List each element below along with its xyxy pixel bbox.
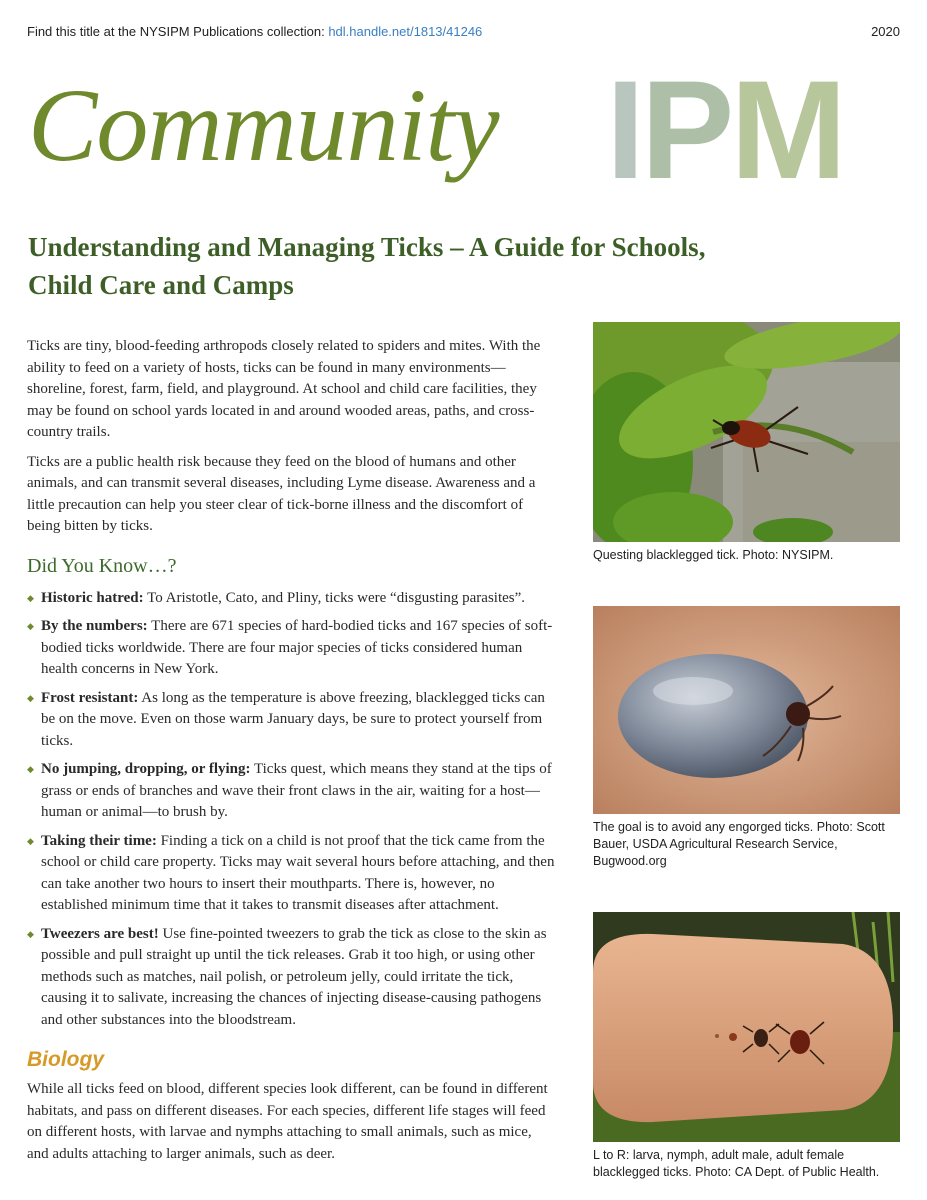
title-line-1: Understanding and Managing Ticks – A Guide for Schools, [28,232,706,262]
figure-questing-tick [593,322,900,564]
did-you-know-heading: Did You Know…? [27,554,177,577]
brand-ipm-i: I [606,51,641,208]
caption-engorged-tick: The goal is to avoid any engorged ticks. Photo: Scott Bauer, USDA Agricultural Research Service, Bugwood.org [593,820,885,868]
fact-text: Use fine-pointed tweezers to grab the tick as close to the skin as possible and pull straight up until the tick releases. Grab it too high, or using other methods such as matches, nail polish, or petroleum jelly, could irritate the tick, causing it to salivate, increasing the chances of injecting disease-causing pathogens and other substances into the bloodstream. [41,925,547,1028]
page-title [28,228,848,304]
fact-text: To Aristotle, Cato, and Pliny, ticks were “disgusting parasites”. [143,589,526,606]
header-find-text: Find this title at the NYSIPM Publications collection: [27,24,329,39]
caption-questing-tick: Questing blacklegged tick. Photo: NYSIPM. [593,548,834,562]
brand-community: Community [28,68,499,183]
list-item [27,924,557,1032]
diamond-bullet-icon: ◆ [27,928,34,939]
brand-ipm-m: M [730,51,843,208]
list-item [27,588,557,610]
diamond-bullet-icon: ◆ [27,835,34,846]
photo-tick-life-stages [593,912,900,1142]
photo-engorged-tick [593,606,900,814]
title-line-2: Child Care and Camps [28,270,294,300]
fact-term: By the numbers: [41,618,148,634]
biology-heading: Biology [27,1048,104,1071]
brand-ipm-logo [606,51,843,208]
biology-paragraph: While all ticks feed on blood, different species look different, can be found in different habitats, and pass on different diseases. For each species, different life stages will feed on different hosts, with larvae and nymphs attaching to small animals, such as mice, and adults attaching to larger animals, such as deer. [27,1081,548,1162]
list-item [27,688,557,753]
diamond-bullet-icon: ◆ [27,592,34,603]
fact-term: No jumping, dropping, or flying: [41,761,251,777]
photo-questing-tick [593,322,900,542]
fact-term: Frost resistant: [41,689,139,706]
list-item [27,831,557,917]
fact-term: Tweezers are best! [41,925,159,942]
header-bar [27,24,900,42]
caption-tick-life-stages: L to R: larva, nymph, adult male, adult female blacklegged ticks. Photo: CA Dept. of Public Health. [593,1148,880,1179]
brand-ipm-p: P [640,51,731,208]
diamond-bullet-icon: ◆ [27,621,34,631]
list-item [27,759,557,824]
figure-tick-life-stages [593,912,900,1181]
fact-text: Finding a tick on a child is not proof that the tick came from the school or child care property. Ticks may wait several hours before attaching, and then can take another two hours to insert their mouthparts. There is, however, no established minimum time that it takes to transmit diseases after attachment. [41,832,555,913]
publication-year: 2020 [871,24,900,39]
diamond-bullet-icon: ◆ [27,764,34,774]
fact-term: Historic hatred: [41,589,144,606]
main-text-column [27,336,557,1173]
handle-link[interactable]: hdl.handle.net/1813/41246 [328,24,483,39]
figure-engorged-tick [593,606,900,870]
list-item [27,616,557,681]
intro-paragraph-2: Ticks are a public health risk because they feed on the blood of humans and other animals, and can transmit several diseases, including Lyme disease. Awareness and a little precaution can help you steer clear of tick-borne illness and the discomfort of being bitten by ticks. [27,453,536,534]
diamond-bullet-icon: ◆ [27,692,34,703]
fact-text: Ticks quest, which means they stand at the tips of grass or ends of branches and wave their front claws in the air, waiting for a host—human or animal—to brush by. [41,761,552,820]
did-you-know-list [27,588,557,1032]
fact-term: Taking their time: [41,832,157,849]
fact-text: As long as the temperature is above freezing, blacklegged ticks can be on the move. Even on those warm January days, be sure to protect yourself from ticks. [41,689,545,749]
intro-paragraph-1: Ticks are tiny, blood-feeding arthropods closely related to spiders and mites. With the ability to feed on a variety of hosts, ticks can be found in many environments—shoreline, forest, farm, field, and playground. At school and child care facilities, they may be found on school yards located in and around wooded areas, paths, and cross-country trails. [27,338,541,440]
fact-text: There are 671 species of hard-bodied ticks and 167 species of soft-bodied ticks worldwide. There are four major species of ticks considered human health concerns in New York. [41,618,553,677]
